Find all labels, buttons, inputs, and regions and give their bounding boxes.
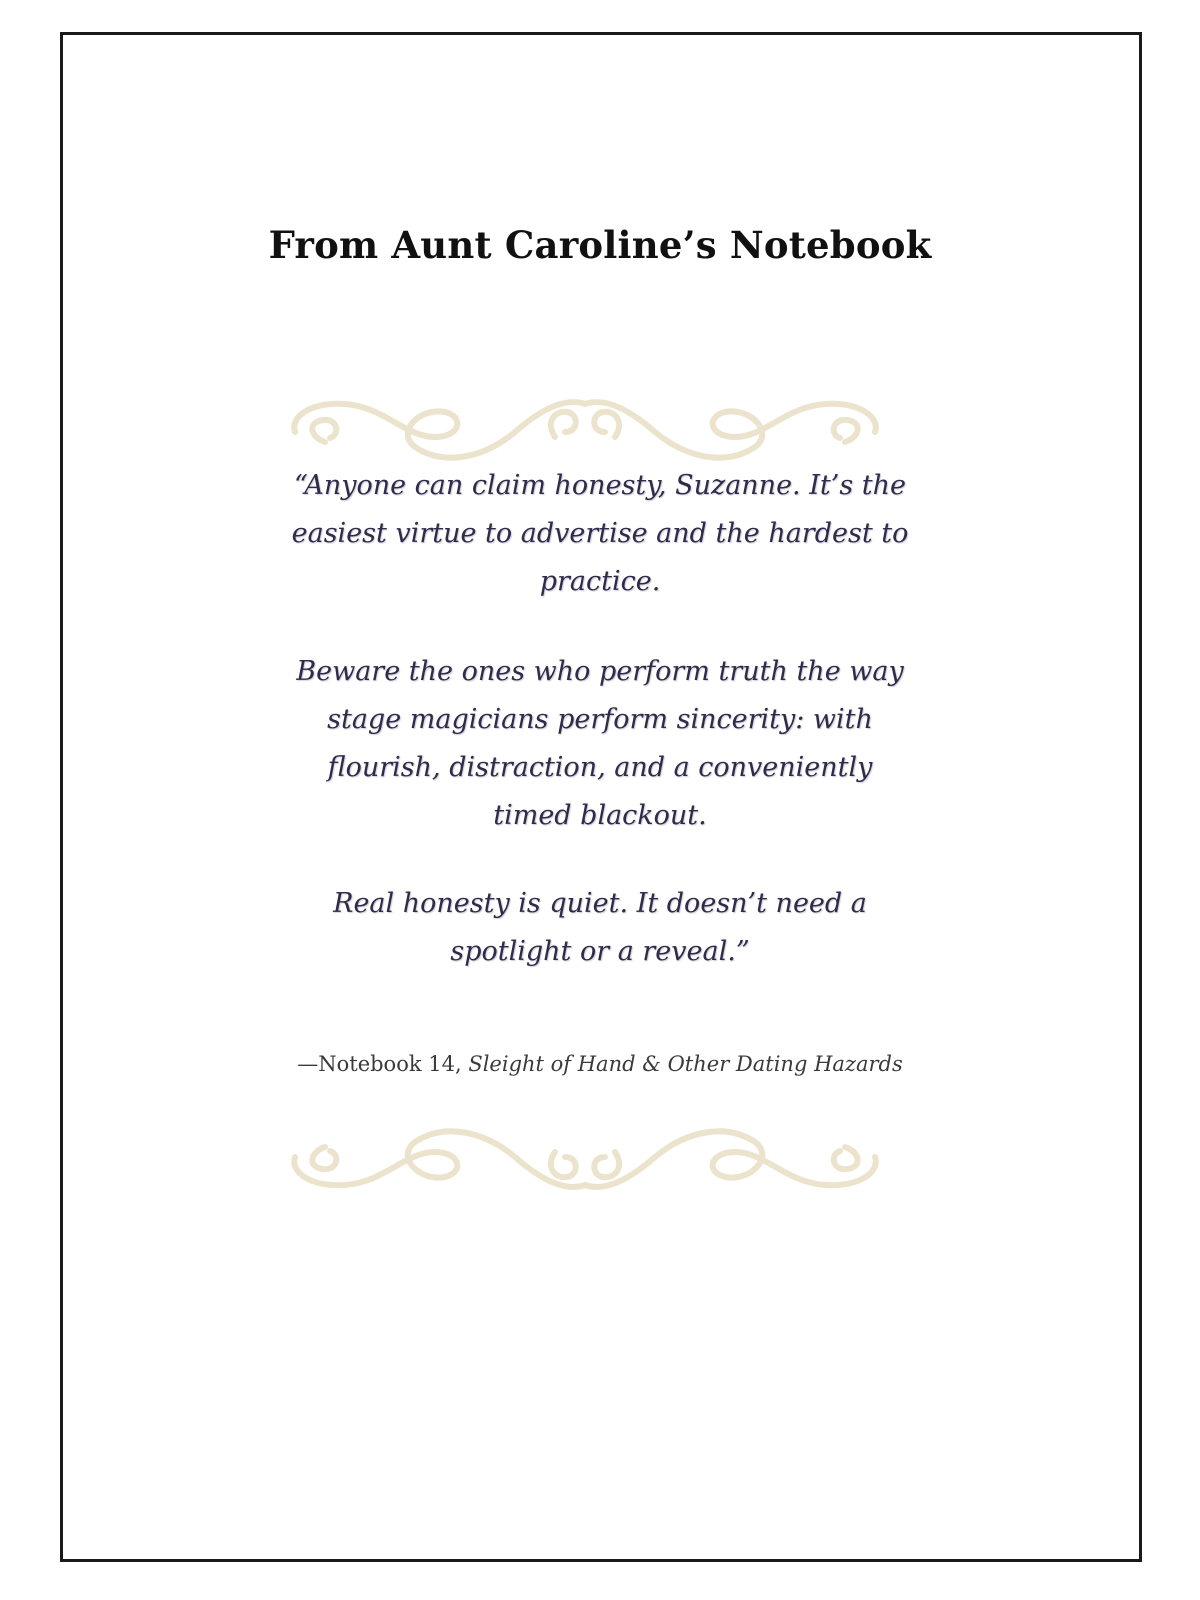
attribution [0, 1052, 1200, 1076]
flourish-divider-icon [285, 1117, 885, 1217]
quote-paragraph-1: “Anyone can claim honesty, Suzanne. It’s the easiest virtue to advertise and the hardest to practice. [291, 470, 909, 597]
quote-paragraph-2: Beware the ones who perform truth the way stage magicians perform sincerity: with flourish, distraction, and a conveniently timed blackout. [296, 656, 904, 831]
attribution-work: Sleight of Hand & Other Dating Hazards [468, 1052, 903, 1076]
attribution-source: —Notebook 14, [297, 1052, 469, 1076]
page-title: From Aunt Caroline’s Notebook [268, 223, 932, 267]
quote-paragraph-3: Real honesty is quiet. It doesn’t need a spotlight or a reveal.” [333, 888, 867, 967]
